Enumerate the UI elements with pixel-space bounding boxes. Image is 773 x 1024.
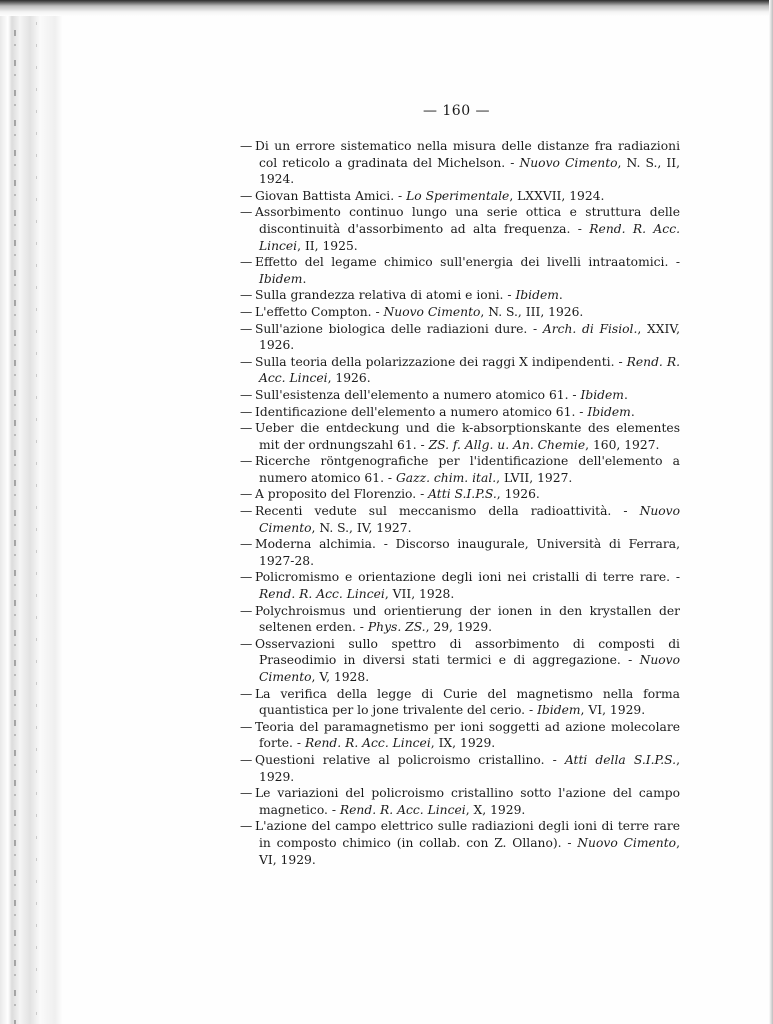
entry-dash: — — [240, 504, 253, 519]
entry-dash: — — [240, 139, 253, 153]
entry-source: Atti S.I.P.S. — [428, 487, 497, 502]
entry-title: L'effetto Compton. - — [255, 304, 384, 319]
entry-title: L'azione del campo elettrico sulle radiazioni degli ioni di terre rare in composto chimico (in collab. con Z. Ollano). - — [255, 819, 680, 850]
bibliography-entry — [221, 536, 680, 569]
entry-source: Atti della S.I.P.S. — [564, 752, 677, 767]
entry-details: , N. S., II, 1924. — [259, 155, 680, 187]
entry-dash: — — [240, 321, 253, 336]
bibliography-entry — [221, 387, 680, 404]
entry-source: Nuovo Cimento — [259, 653, 680, 684]
entry-source: Lo Sperimentale — [406, 188, 510, 203]
bibliography-entry — [221, 138, 680, 188]
entry-title: Osservazioni sullo spettro di assorbimento di composti di Praseodimio in diversi stati termici e di aggregazione. - — [255, 636, 680, 668]
entry-title: Le variazioni del policroismo cristallino sotto l'azione del campo magnetico. - — [255, 786, 680, 817]
entry-title: Policromismo e orientazione degli ioni nei cristalli di terre rare. - — [255, 570, 680, 585]
entry-dash: — — [240, 304, 253, 319]
entry-dash: — — [240, 537, 253, 552]
bibliography-entry — [221, 254, 680, 287]
entry-details: , N. S., IV, 1927. — [311, 520, 412, 535]
entry-source: Ibidem — [580, 387, 624, 402]
bibliography-entry — [221, 752, 680, 785]
bibliography-entry — [221, 686, 680, 719]
entry-details: , 29, 1929. — [425, 620, 493, 635]
entry-dash: — — [240, 387, 253, 402]
bibliography-entry — [221, 818, 680, 868]
entry-dash: — — [240, 487, 253, 502]
entry-dash: — — [240, 636, 253, 651]
entry-source: Nuovo Cimento — [577, 835, 677, 850]
bibliography-entry — [221, 719, 680, 752]
entry-dash: — — [240, 404, 253, 419]
entry-details: . — [302, 271, 307, 286]
entry-details: , XXIV, 1926. — [259, 321, 680, 353]
scan-right-edge — [769, 0, 773, 1024]
entry-title: Effetto del legame chimico sull'energia dei livelli intraatomici. - — [255, 255, 680, 270]
entry-title: Ricerche röntgenografiche per l'identificazione dell'elemento a numero atomico 61. - — [255, 454, 680, 485]
entry-source: Ibidem — [537, 703, 581, 718]
entry-source: Arch. di Fisiol. — [542, 321, 638, 336]
entry-source: Gazz. chim. ital. — [395, 470, 497, 485]
bibliography-entry — [221, 188, 680, 205]
entry-source: Ibidem — [587, 404, 631, 419]
entry-title: Sull'esistenza dell'elemento a numero atomico 61. - — [255, 387, 581, 402]
entry-details: , 160, 1927. — [585, 437, 660, 452]
entry-source: ZS. f. Allg. u. An. Chemie — [428, 437, 586, 452]
entry-details: , VI, 1929. — [580, 703, 646, 718]
entry-title: Di un errore sistematico nella misura delle distanze fra radiazioni col reticolo a gradinata del Michelson. - — [255, 139, 680, 170]
bibliography-entry — [221, 420, 680, 453]
entry-dash: — — [240, 819, 253, 834]
entry-title: Recenti vedute sul meccanismo della radioattività. - — [255, 504, 640, 519]
bibliography-entry — [221, 204, 680, 254]
bibliography-entry — [221, 503, 680, 536]
entry-source: Rend. R. Acc. Lincei — [339, 802, 466, 817]
bibliography-list — [240, 138, 680, 868]
bibliography-entry — [221, 569, 680, 602]
entry-details: , II, 1925. — [297, 238, 358, 253]
entry-title: Moderna alchimia. - Discorso inaugurale, Università di Ferrara, 1927-28. — [255, 537, 680, 568]
entry-details: . — [623, 387, 628, 402]
bibliography-entry — [221, 785, 680, 818]
bibliography-entry — [221, 304, 680, 321]
entry-dash: — — [240, 288, 253, 303]
book-binding-edge — [0, 0, 62, 1024]
entry-source: Rend. R. Acc. Lincei — [304, 736, 431, 751]
bibliography-entry — [221, 603, 680, 636]
bibliography-entry — [221, 453, 680, 486]
entry-dash: — — [240, 686, 253, 701]
entry-dash: — — [240, 421, 253, 436]
entry-title: Questioni relative al policroismo cristallino. - — [255, 752, 565, 767]
entry-details: , LXXVII, 1924. — [509, 188, 605, 203]
entry-title: Ueber die entdeckung und die k-absorptionskante des elementes mit der ordnungszahl 61. - — [255, 421, 680, 452]
page-number: — 160 — — [422, 103, 491, 119]
entry-dash: — — [240, 205, 253, 220]
entry-title: Sulla teoria della polarizzazione dei raggi X indipendenti. - — [255, 354, 627, 369]
entry-details: , VI, 1929. — [259, 835, 680, 867]
entry-source: Rend. R. Acc. Lincei — [259, 221, 680, 253]
entry-details: , LVII, 1927. — [496, 470, 573, 485]
entry-dash: — — [240, 188, 253, 203]
entry-title: Sulla grandezza relativa di atomi e ioni. - — [255, 288, 516, 303]
entry-dash: — — [240, 255, 253, 270]
entry-source: Nuovo Cimento — [383, 304, 481, 319]
entry-details: . — [558, 288, 563, 303]
entry-dash: — — [240, 786, 253, 801]
entry-dash: — — [240, 719, 253, 734]
entry-title: Giovan Battista Amici. - — [255, 188, 407, 203]
bibliography-entry — [221, 287, 680, 304]
entry-dash: — — [240, 603, 253, 618]
entry-title: Sull'azione biologica delle radiazioni dure. - — [255, 321, 543, 336]
entry-dash: — — [240, 570, 253, 585]
bibliography-entry — [221, 354, 680, 387]
entry-details: , IX, 1929. — [430, 736, 496, 751]
entry-details: , VII, 1928. — [384, 587, 455, 602]
entry-title: Polychroismus und orientierung der ionen in den krystallen der seltenen erden. - — [255, 603, 680, 635]
entry-title: Identificazione dell'elemento a numero atomico 61. - — [255, 404, 588, 419]
bibliography-entry — [221, 404, 680, 421]
entry-title: Teoria del paramagnetismo per ioni soggetti ad azione molecolare forte. - — [255, 719, 680, 751]
entry-details: , V, 1928. — [311, 670, 370, 684]
entry-title: A proposito del Florenzio. - — [255, 487, 429, 502]
entry-source: Rend. R. Acc. Lincei — [259, 354, 680, 386]
entry-details: , 1926. — [496, 487, 540, 502]
bibliography-entry — [221, 486, 680, 503]
entry-source: Nuovo Cimento — [259, 504, 680, 535]
entry-details: , 1929. — [259, 752, 680, 784]
scan-top-edge — [0, 0, 773, 16]
bibliography-entry — [221, 636, 680, 686]
entry-dash: — — [240, 454, 253, 469]
entry-source: Ibidem — [515, 288, 559, 303]
entry-details: . — [630, 404, 635, 419]
bibliography-entry — [221, 321, 680, 354]
entry-source: Rend. R. Acc. Lincei — [259, 587, 385, 602]
entry-details: , 1926. — [327, 371, 371, 386]
entry-dash: — — [240, 354, 253, 369]
entry-title: La verifica della legge di Curie del magnetismo nella forma quantistica per lo jone trivalente del cerio. - — [255, 686, 680, 718]
entry-title: Assorbimento continuo lungo una serie ottica e struttura delle discontinuità d'assorbimento ad alta frequenza. - — [255, 205, 680, 236]
entry-dash: — — [240, 752, 253, 767]
entry-source: Phys. ZS. — [367, 620, 426, 635]
entry-source: Ibidem — [259, 271, 303, 286]
entry-details: , X, 1929. — [465, 802, 526, 817]
entry-source: Nuovo Cimento — [519, 155, 618, 170]
entry-details: , N. S., III, 1926. — [480, 304, 584, 319]
